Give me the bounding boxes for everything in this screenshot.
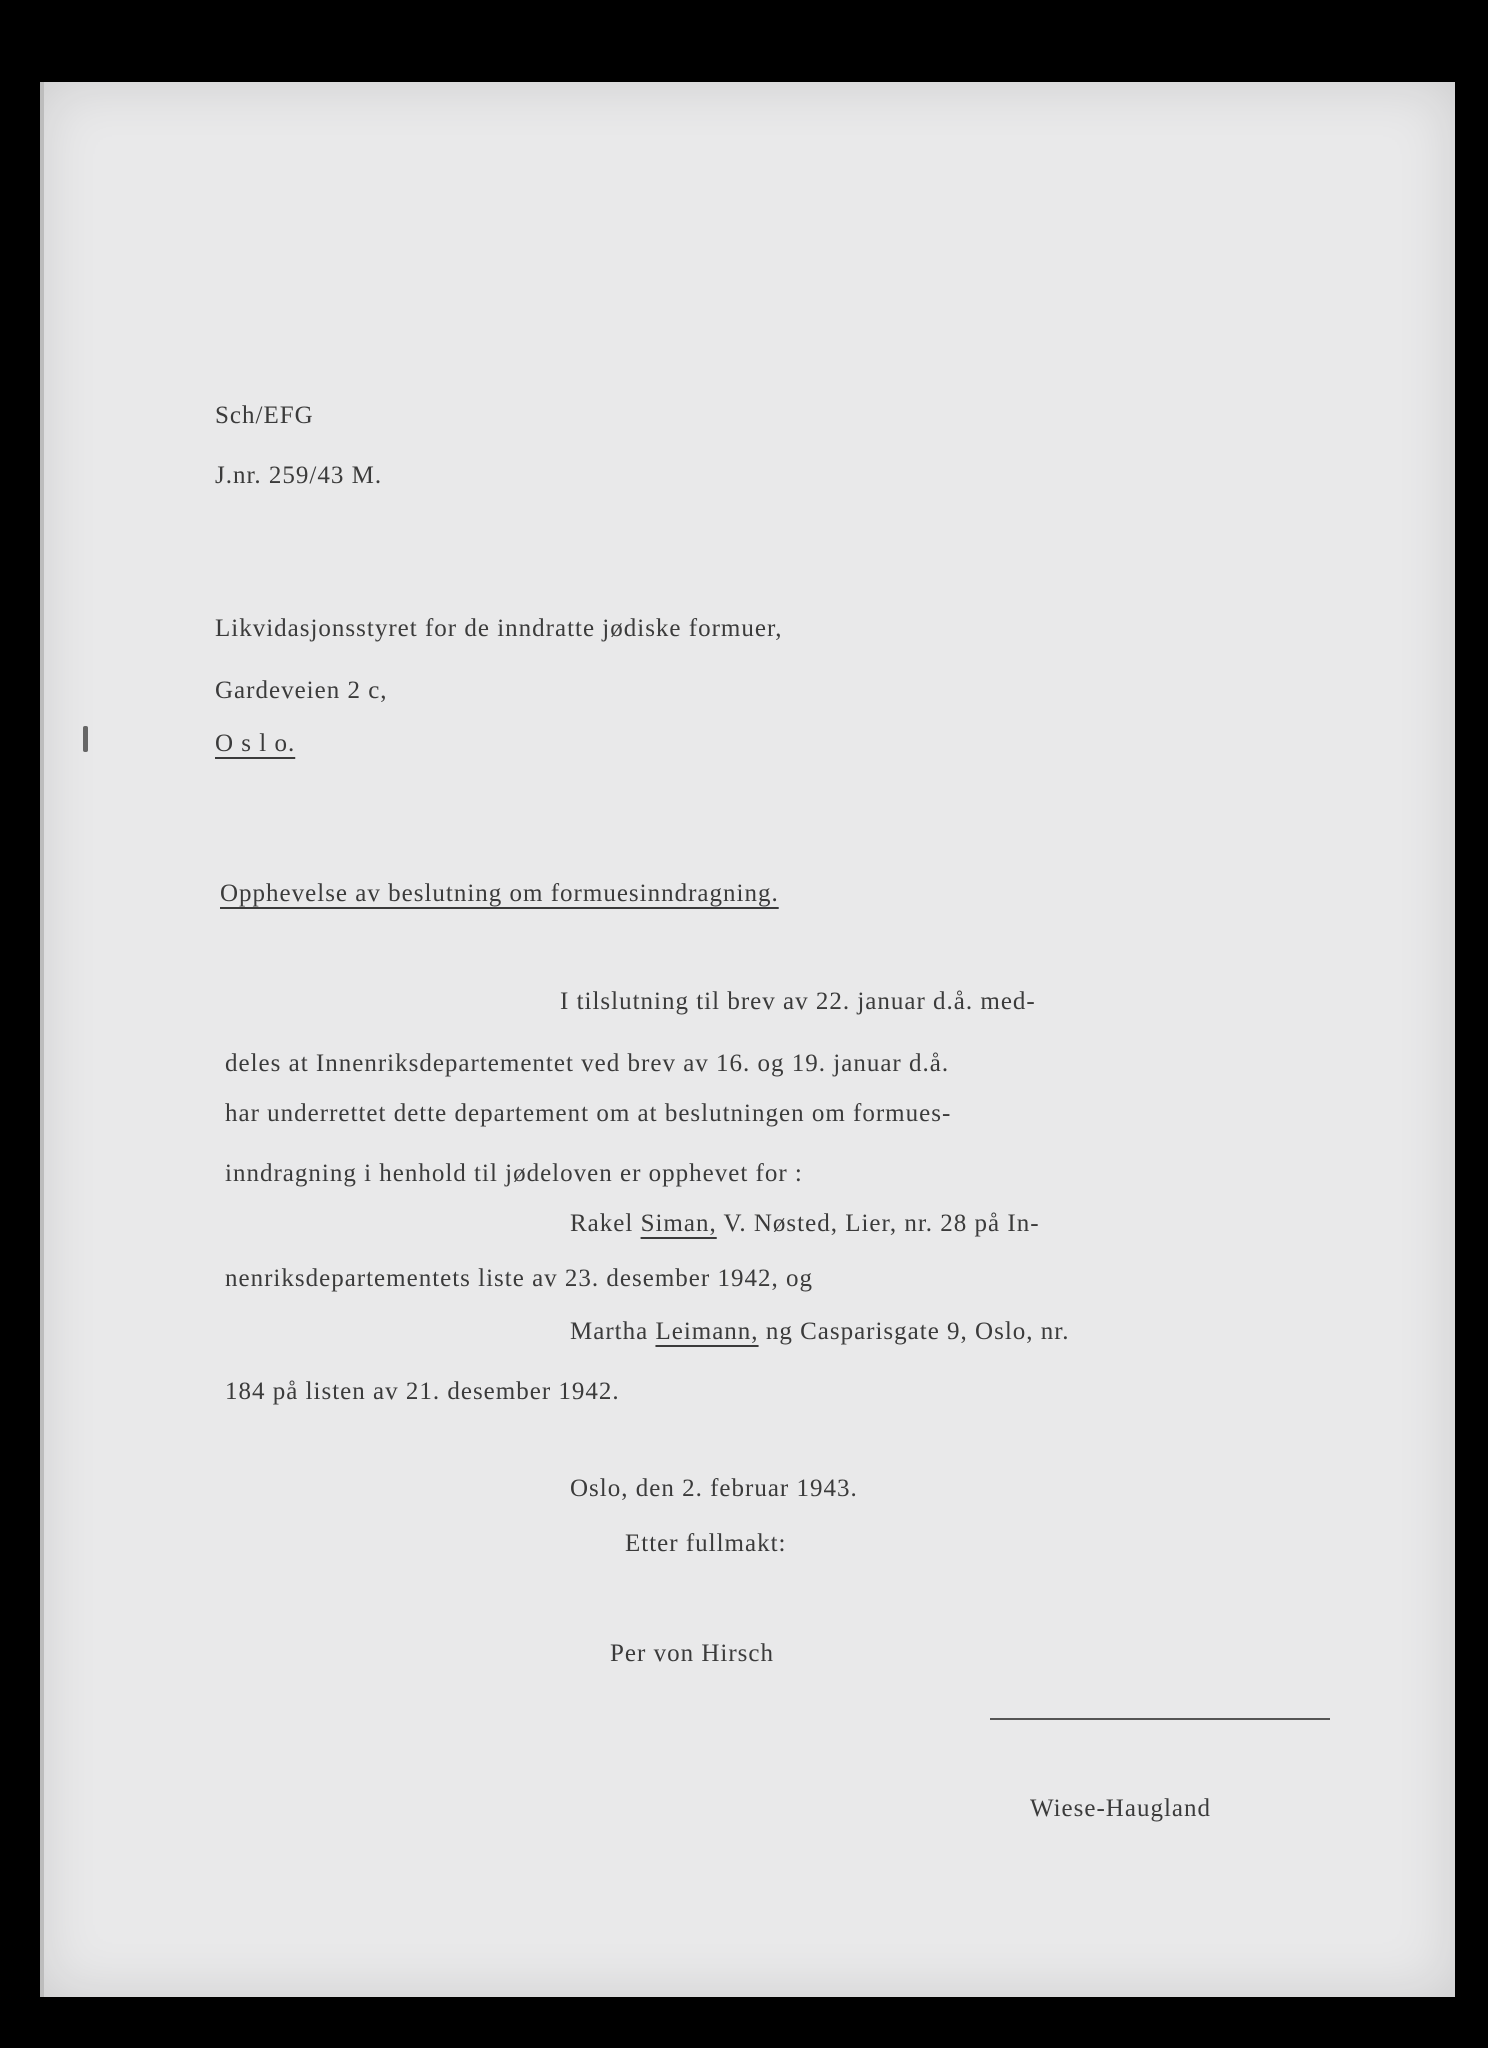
body-line: inndragning i henhold til jødeloven er opphevet for : (225, 1160, 803, 1187)
body-text: V. Nøsted, Lier, nr. 28 på In- (716, 1210, 1040, 1237)
body-line: deles at Innenriksdepartementet ved brev av 16. og 19. januar d.å. (225, 1050, 950, 1077)
margin-mark (83, 726, 88, 752)
body-line: I tilslutning til brev av 22. januar d.å. med- (560, 988, 1036, 1015)
body-text: Martha (570, 1318, 656, 1345)
recipient-address: Gardeveien 2 c, (215, 677, 388, 704)
journal-number: J.nr. 259/43 M. (215, 462, 383, 489)
body-line: har underrettet dette departement om at beslutningen om formues- (225, 1100, 952, 1127)
person-name: Siman, (640, 1210, 717, 1237)
person-name: Leimann, (655, 1318, 759, 1345)
body-line (570, 1318, 1069, 1346)
body-text: ng Casparisgate 9, Oslo, nr. (758, 1318, 1070, 1345)
closing-authority: Etter fullmakt: (625, 1530, 787, 1557)
body-line: nenriksdepartementets liste av 23. desember 1942, og (225, 1265, 813, 1292)
body-line (570, 1210, 1040, 1238)
recipient-name: Likvidasjonsstyret for de inndratte jødiske formuer, (215, 615, 783, 642)
page-edge (40, 82, 44, 1997)
signature-line (990, 1718, 1330, 1720)
reference-initials: Sch/EFG (215, 402, 314, 429)
signatory-name: Per von Hirsch (610, 1640, 774, 1667)
countersignatory-name: Wiese-Haugland (1030, 1795, 1211, 1822)
body-line: 184 på listen av 21. desember 1942. (225, 1378, 620, 1405)
subject-line: Opphevelse av beslutning om formuesinndragning. (220, 880, 779, 907)
recipient-city: O s l o. (215, 730, 296, 757)
body-text: Rakel (570, 1210, 641, 1237)
closing-date: Oslo, den 2. februar 1943. (570, 1475, 858, 1502)
document-page (40, 82, 1455, 1997)
